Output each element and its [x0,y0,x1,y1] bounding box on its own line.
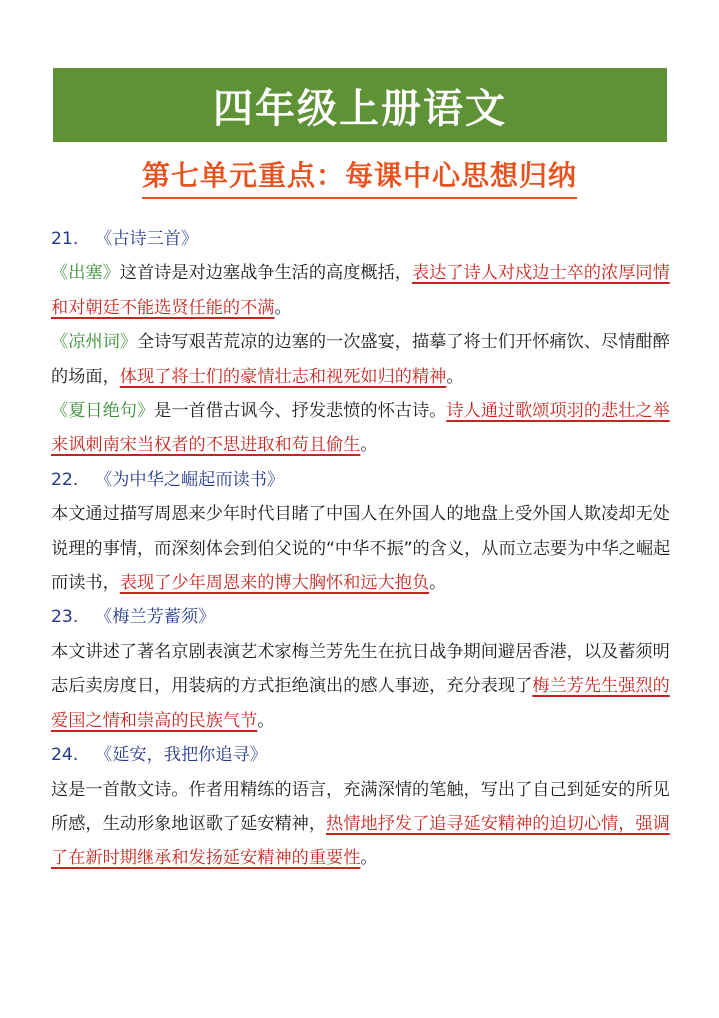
paragraph-text: 本文通过描写周恩来少年时代目睹了中国人在外国人的地盘上受外国人欺凌却无处说理的事情，而深刻体会到伯父说的“中华不振”的含义，从而立志要为中华之崛起而读书， [51,504,671,594]
lesson-paragraph [51,497,676,600]
paragraph-text: 这首诗是对边塞战争生活的高度概括， [119,263,412,284]
lesson-number: 22. [51,469,79,490]
subtitle-row [0,154,719,199]
paragraph-text: 全诗写艰苦荒凉的边塞的一次盛宴，描摹了将士们开怀痛饮、尽情酣醉的场面， [51,332,670,387]
paragraph-end: 。 [274,297,292,318]
paragraph-text: 本文讲述了著名京剧表演艺术家梅兰芳先生在抗日战争期间避居香港，以及蓄须明志后卖房度日，用装病的方式拒绝演出的感人事迹，充分表现了 [51,641,670,697]
lesson-heading [51,222,676,256]
key-point: 梅兰芳先生强烈的爱国之情和崇高的民族气节 [51,676,670,731]
paragraph-end: 。 [429,573,447,594]
key-point: 表达了诗人对戍边士卒的浓厚同情和对朝廷不能选贤任能的不满 [51,263,670,318]
paragraph-end: 。 [446,366,464,387]
title-banner [53,68,667,142]
lesson-number: 21. [51,229,79,249]
lesson-number: 23. [51,607,79,628]
poem-paragraph [51,394,676,463]
paragraph-text: 这是一首散文诗。作者用精练的语言，充满深情的笔触，写出了自己到延安的所见所感，生动形象地讴歌了延安精神， [51,779,670,834]
paragraph-end: 。 [257,710,275,731]
paragraph-text: 是一首借古讽今、抒发悲愤的怀古诗。 [154,401,447,422]
poem-title: 《出塞》 [51,263,120,284]
poem-paragraph [51,325,676,394]
lesson-heading [51,738,676,772]
page-title: 四年级上册语文 [213,85,507,132]
lesson-paragraph [51,635,676,738]
page-subtitle: 第七单元重点：每课中心思想归纳 [142,154,577,199]
key-point: 诗人通过歌颂项羽的悲壮之举来讽刺南宋当权者的不思进取和苟且偷生 [51,401,670,456]
poem-title: 《夏日绝句》 [51,401,155,422]
lesson-heading [51,463,676,497]
poem-title: 《凉州词》 [51,332,137,353]
lesson-title: 《为中华之崛起而读书》 [95,469,285,490]
paragraph-end: 。 [360,435,378,456]
poem-paragraph [51,256,676,325]
lesson-title: 《古诗三首》 [95,229,199,249]
paragraph-end: 。 [360,848,378,869]
lesson-paragraph [51,773,676,876]
key-point: 热情地抒发了追寻延安精神的迫切心情，强调了在新时期继承和发扬延安精神的重要性 [51,813,670,869]
key-point: 体现了将士们的豪情壮志和视死如归的精神 [119,366,447,387]
lesson-number: 24. [51,745,79,766]
key-point: 表现了少年周恩来的博大胸怀和远大抱负 [119,573,430,594]
content [51,222,676,876]
lesson-heading [51,600,676,634]
lesson-title: 《梅兰芳蓄须》 [95,607,216,628]
lesson-title: 《延安，我把你追寻》 [95,745,267,766]
